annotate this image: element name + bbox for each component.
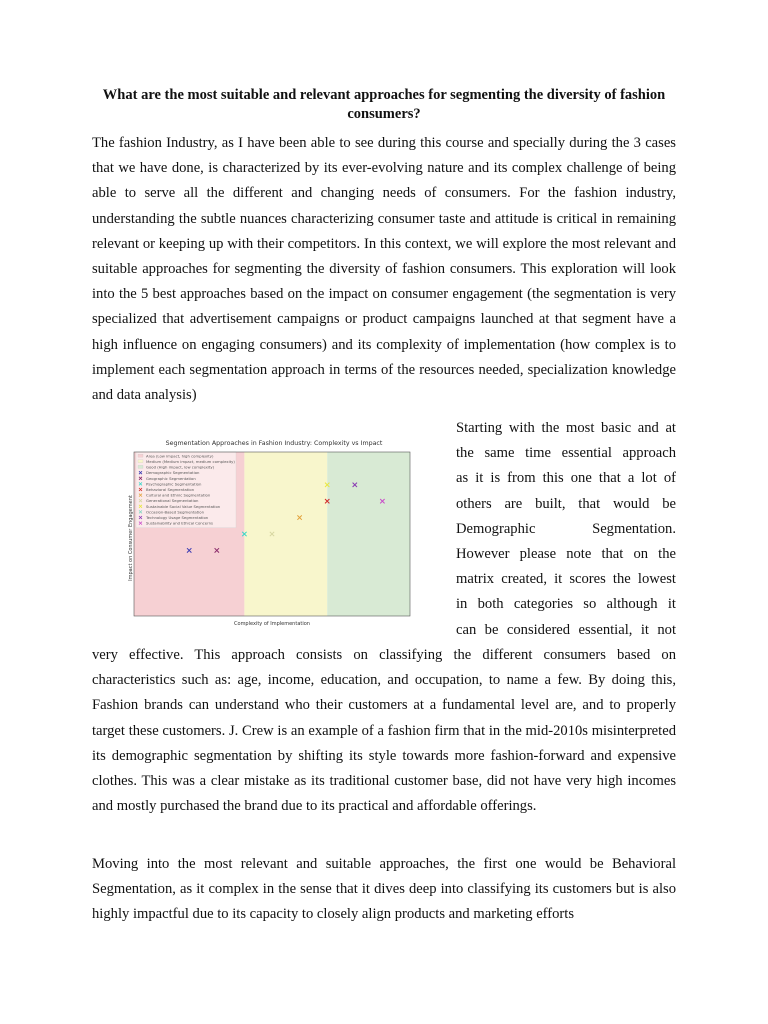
behavioral-paragraph: Moving into the most relevant and suitable approaches, the first one would be Behavioral Segmentation, as it complex in the sense that it dives deep into classifying its customers but is also highly impactful due to its capacity to closely align products and marketing efforts [92, 856, 676, 923]
legend-label: Demographic Segmentation [146, 470, 200, 476]
demographic-paragraph: very effective. This approach consists on classifying the different consumers based on characteristics such as: age, income, education, and occupation, to name a few. By doing this, Fashion brands can understand who their customers at a fundamental level are, and to properly target these customers. J. Crew is an example of a fashion firm that in the mid-2010s misinterpreted its demographic segmentation by shifting its style towards more fashion-forward and expensive clothes. This was a clear mistake as its traditional customer base, did not have very high incomes and mostly purchased the brand due to its practical and affordable offerings. [92, 647, 676, 815]
side-line: matrix created, it scores the lowest [456, 571, 676, 588]
chart-title: Segmentation Approaches in Fashion Industry: Complexity vs Impact [165, 440, 383, 447]
legend-label: Psychographic Segmentation [146, 481, 202, 487]
segmentation-matrix-figure [120, 424, 438, 638]
page-title: What are the most suitable and relevant approaches for segmenting the diversity of fashion consumers? [102, 87, 666, 122]
legend-label: Medium (Medium impact, medium complexity) [146, 459, 235, 464]
legend-symbol [138, 465, 143, 468]
legend-label: Technology Usage Segmentation [146, 515, 209, 520]
side-line: Starting with the most basic and at [456, 420, 676, 436]
side-paragraph [456, 416, 676, 643]
zone-band-2 [327, 452, 410, 616]
legend-symbol [138, 460, 143, 463]
segmentation-matrix-chart [120, 424, 438, 638]
legend-label: Good (High impact, low complexity) [146, 464, 215, 470]
legend-label: Sustainable Social Value Segmentation [146, 503, 221, 509]
legend-label: Generational Segmentation [146, 498, 199, 504]
legend-label: Geographic Segmentation [146, 475, 196, 481]
side-line: However please note that on the [456, 546, 676, 563]
side-line: as it is from this one that a lot of [456, 470, 676, 487]
legend-label: Cultural and Ethnic Segmentation [146, 492, 211, 498]
legend-symbol [138, 454, 143, 457]
side-line: can be considered essential, it not [456, 621, 676, 638]
legend-label: Occasion-Based Segmentation [146, 509, 205, 515]
side-line: the same time essential approach [456, 445, 676, 462]
legend-label: Behavioral Segmentation [146, 487, 195, 492]
intro-paragraph: The fashion Industry, as I have been able to see during this course and specially during the 3 cases that we have done, is characterized by its ever-evolving nature and its complex challenge of being able to serve all the different and changing needs of consumers. For the fashion industry, understanding the subtle nuances characterizing consumer taste and attitude is critical in remaining relevant or keeping up with their competitors. In this context, we will explore the most relevant and suitable approaches for segmenting the diversity of fashion consumers. This exploration will look into the 5 best approaches based on the impact on consumer engagement (the segmentation is very specialized that advertisement campaigns or product campaigns launched at that segment have a high influence on engaging consumers) and its complexity of implementation (how complex is to implement each segmentation approach in terms of the resources needed, specialization knowledge and data analysis) [92, 135, 676, 404]
legend-label: Area (Low impact, high complexity) [146, 453, 214, 459]
legend-label: Sustainability and Ethical Concerns [146, 520, 213, 526]
zone-band-1 [244, 452, 327, 616]
y-axis-label: Impact on Consumer Engagement [128, 495, 134, 581]
side-line: others are built, that would be [456, 495, 676, 512]
x-axis-label: Complexity of Implementation [234, 621, 310, 627]
side-line: Demographic Segmentation. [456, 520, 676, 537]
side-line: in both categories so although it [456, 596, 676, 613]
